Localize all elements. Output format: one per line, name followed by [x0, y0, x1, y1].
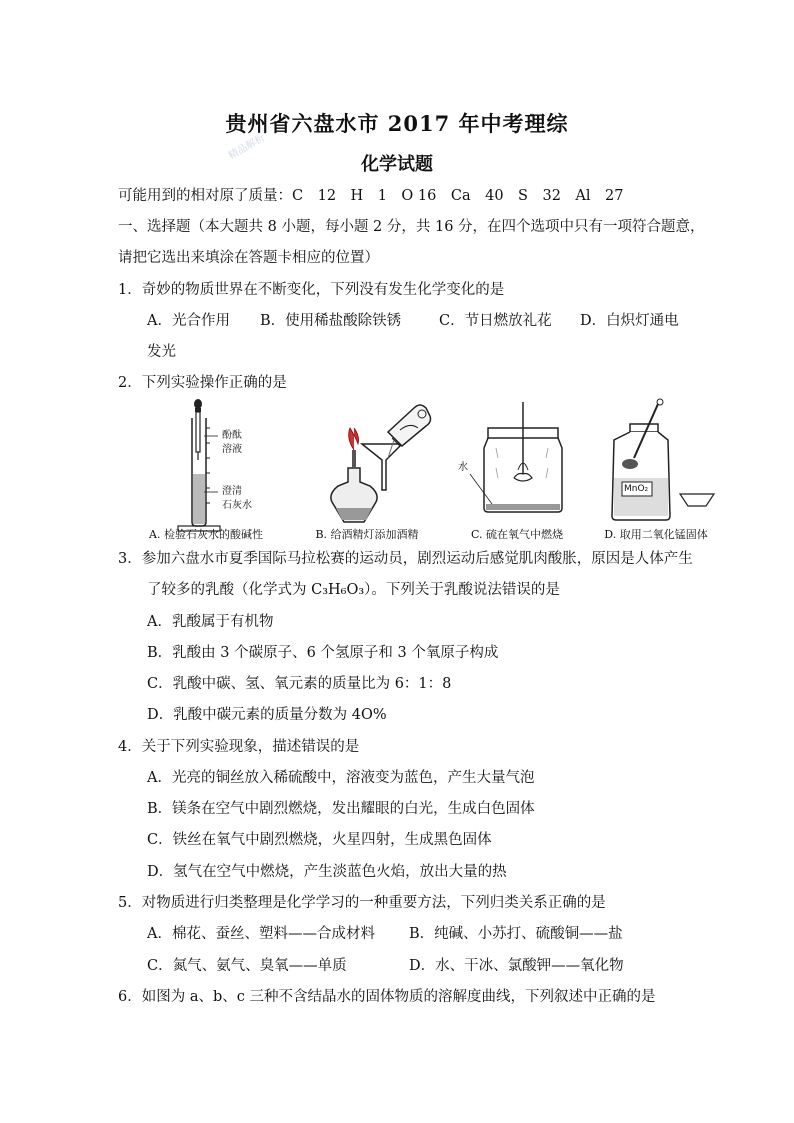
question-5-stem: 5．对物质进行归类整理是化学学习的一种重要方法，下列归类关系正确的是: [118, 895, 606, 911]
watermark-logo: 精品解析: [226, 132, 268, 162]
question-5-option-c: C．氮气、氨气、臭氧——单质: [147, 958, 347, 974]
figure-d-label-mno2: MnO₂: [624, 484, 649, 494]
question-3-option-d: D．乳酸中碳元素的质量分数为 4O%: [147, 707, 387, 723]
atomic-masses: 可能用到的相对原了质量：C 12 H 1 O 16 Ca 40 S 32 Al 27: [118, 188, 624, 204]
figure-d-caption: D. 取用二氧化锰固体: [604, 528, 708, 541]
figure-b-drawing: [292, 398, 442, 544]
question-4-option-d: D．氢气在空气中燃烧，产生淡蓝色火焰，放出大量的热: [147, 864, 507, 880]
figure-a-drawing: [142, 398, 270, 544]
question-5-option-d: D．水、干冰、氯酸钾——氧化物: [409, 958, 624, 974]
question-6-stem: 6．如图为 a、b、c 三种不含结晶水的固体物质的溶解度曲线，下列叙述中正确的是: [118, 989, 656, 1005]
question-5-option-b: B．纯碱、小苏打、硫酸铜——盐: [409, 926, 623, 942]
question-2-stem: 2．下列实验操作正确的是: [118, 375, 287, 391]
figure-d-drawing: [594, 398, 718, 544]
exam-title: 贵州省六盘水市 2017 年中考理综: [225, 111, 569, 136]
question-1-option-b: B．使用稀盐酸除铁锈: [260, 313, 402, 329]
figure-c: [452, 398, 582, 544]
figure-a-label-limewater-1: 澄清: [222, 486, 242, 497]
question-1-option-d: D．白炽灯通电: [580, 313, 679, 329]
question-3-option-b: B．乳酸由 3 个碳原子、6 个氢原子和 3 个氧原子构成: [147, 645, 499, 661]
question-4-stem: 4．关于下列实验现象，描述错误的是: [118, 739, 360, 755]
question-3-option-a: A．乳酸属于有机物: [147, 614, 274, 630]
section-instructions-line2: 请把它选出来填涂在答题卡相应的位置）: [118, 250, 379, 266]
section-instructions-line1: 一、选择题（本大题共 8 小题，每小题 2 分，共 16 分，在四个选项中只有一项符合题意，: [118, 219, 705, 235]
figure-b: [292, 398, 442, 544]
question-3-option-c: C．乳酸中碳、氢、氧元素的质量比为 6：1：8: [147, 676, 452, 692]
figure-a-label-reagent-1: 酚酞: [222, 430, 242, 441]
figure-b-caption: B. 给酒精灯添加酒精: [315, 528, 419, 541]
question-3-stem-line2: 了较多的乳酸（化学式为 C₃H₆O₃）。下列关于乳酸说法错误的是: [147, 582, 560, 598]
figure-a-label-limewater-2: 石灰水: [222, 500, 252, 511]
exam-subtitle: 化学试题: [361, 154, 433, 175]
figure-d: [594, 398, 718, 544]
figure-a-caption: A. 检验石灰水的酸碱性: [149, 528, 263, 541]
question-5-option-a: A．棉花、蚕丝、塑料——合成材料: [147, 926, 375, 942]
question-2-figures: [142, 398, 718, 544]
question-4-option-b: B．镁条在空气中剧烈燃烧，发出耀眼的白光，生成白色固体: [147, 801, 535, 817]
figure-a-label-reagent-2: 溶液: [222, 444, 242, 455]
question-1-stem: 1．奇妙的物质世界在不断变化，下列没有发生化学变化的是: [118, 282, 505, 298]
question-1-option-d-cont: 发光: [147, 344, 176, 360]
question-1-option-c: C．节日燃放礼花: [439, 313, 552, 329]
figure-c-drawing: [452, 398, 582, 544]
figure-c-caption: C. 硫在氧气中燃烧: [470, 528, 564, 541]
question-4-option-c: C．铁丝在氧气中剧烈燃烧，火星四射，生成黑色固体: [147, 832, 492, 848]
question-4-option-a: A．光亮的铜丝放入稀硫酸中，溶液变为蓝色，产生大量气泡: [147, 770, 535, 786]
question-3-stem-line1: 3．参加六盘水市夏季国际马拉松赛的运动员，剧烈运动后感觉肌肉酸胀，原因是人体产生: [118, 551, 693, 567]
figure-c-label-water: 水: [458, 462, 468, 473]
question-1-option-a: A．光合作用: [147, 313, 230, 329]
figure-a: [142, 398, 270, 544]
